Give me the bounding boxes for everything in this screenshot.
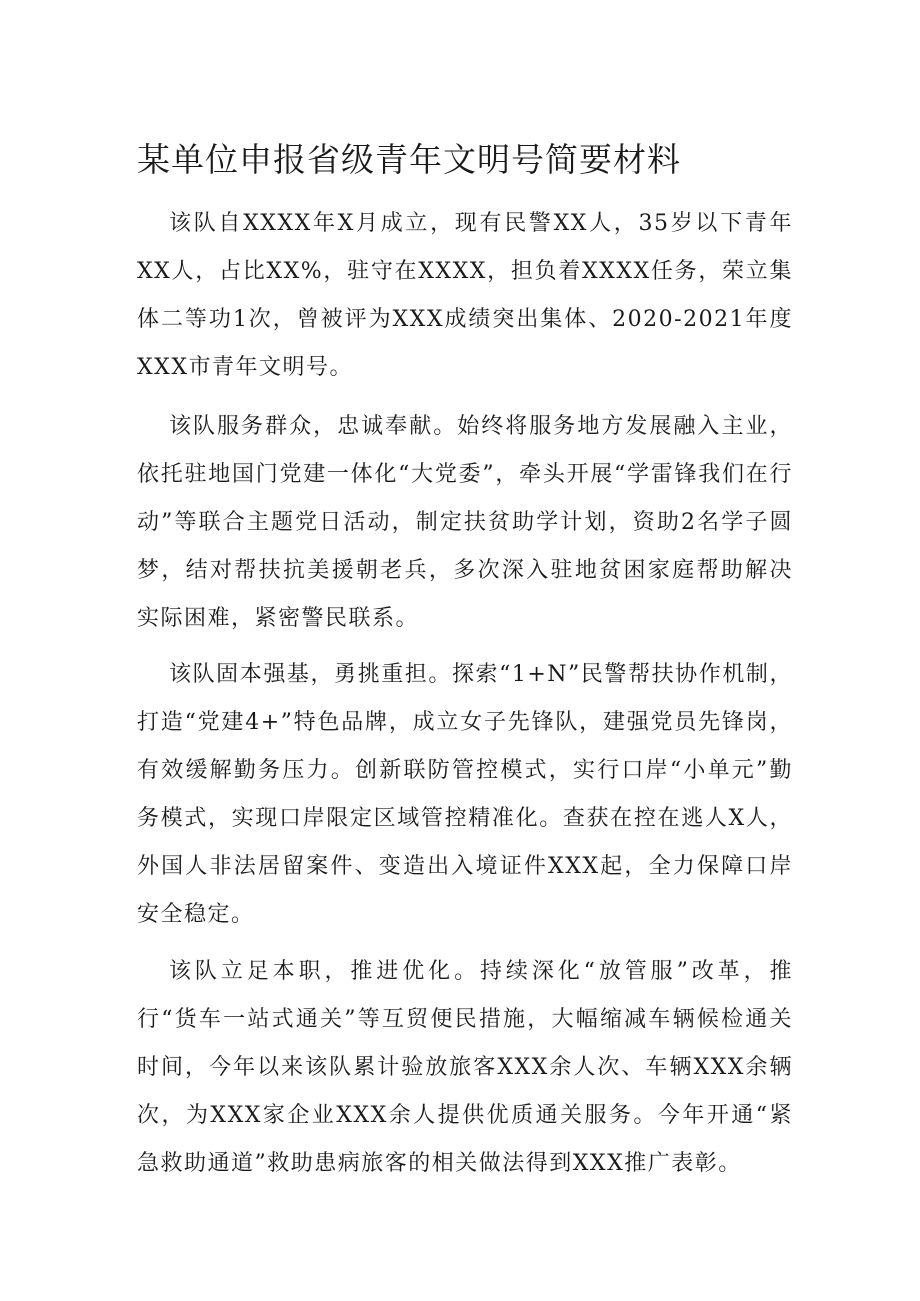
document-title: 某单位申报省级青年文明号简要材料 bbox=[137, 140, 681, 179]
paragraph-team-overview: 该队自XXXX年X月成立，现有民警XX人，35岁以下青年XX人，占比XX%，驻守在XXXX，担负着XXXX任务，荣立集体二等功1次，曾被评为XXX成绩突出集体、2020-2021年度XXX市青年文明号。 bbox=[137, 211, 793, 380]
paragraph-serving-the-public: 该队服务群众，忠诚奉献。始终将服务地方发展融入主业，依托驻地国门党建一体化“大党委”，牵头开展“学雷锋我们在行动”等联合主题党日活动，制定扶贫助学计划，资助2名学子圆梦，结对帮扶抗美援朝老兵，多次深入驻地贫困家庭帮助解决实际困难，紧密警民联系。 bbox=[137, 414, 793, 631]
paragraph-strengthening-foundations: 该队固本强基，勇挑重担。探索“1+N”民警帮扶协作机制，打造“党建4+”特色品牌，成立女子先锋队，建强党员先锋岗，有效缓解勤务压力。创新联防管控模式，实行口岸“小单元”勤务模式，实现口岸限定区域管控精准化。查获在控在逃人X人，外国人非法居留案件、变造出入境证件XXX起，全力保障口岸安全稳定。 bbox=[137, 662, 793, 927]
paragraph-optimizing-services: 该队立足本职，推进优化。持续深化“放管服”改革，推行“货车一站式通关”等互贸便民措施，大幅缩减车辆候检通关时间，今年以来该队累计验放旅客XXX余人次、车辆XXX余辆次，为XXX家企业XXX余人提供优质通关服务。今年开通“紧急救助通道”救助患病旅客的相关做法得到XXX推广表彰。 bbox=[137, 959, 793, 1176]
